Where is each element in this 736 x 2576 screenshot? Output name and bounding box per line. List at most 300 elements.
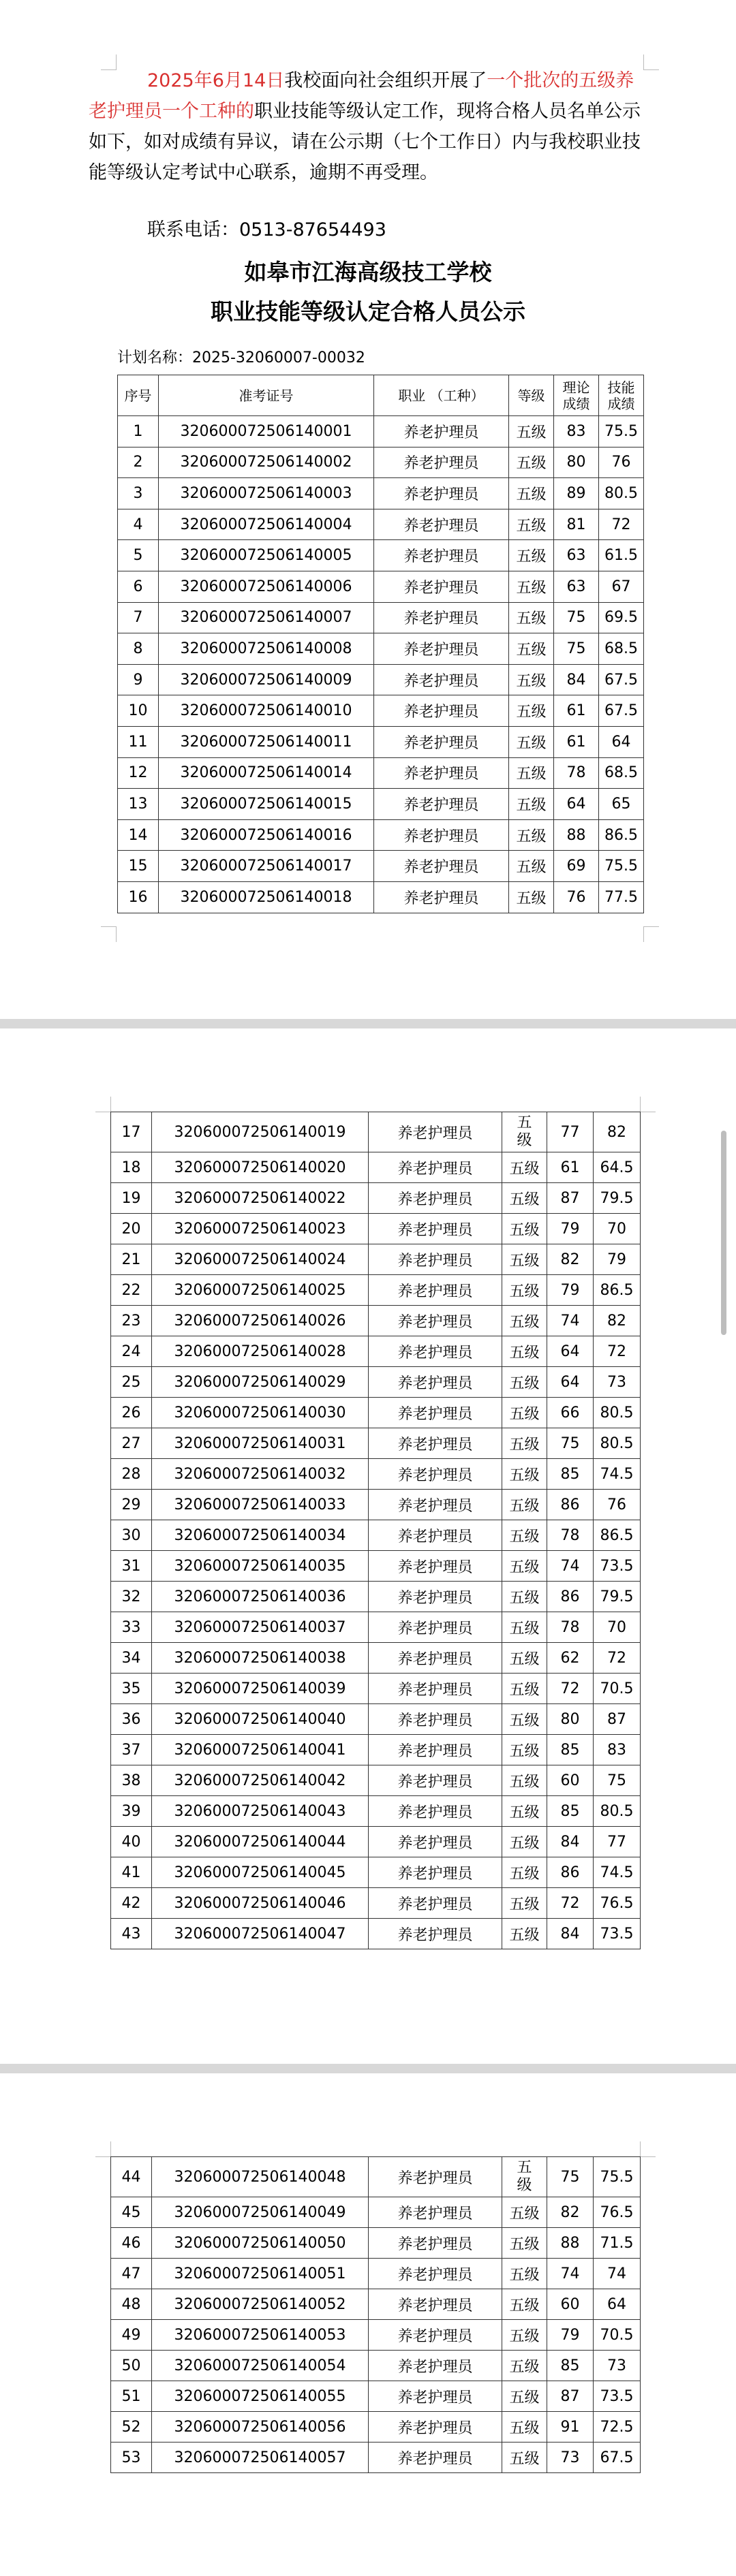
cell-exam-id: 320600072506140048 bbox=[152, 2157, 369, 2197]
cell-theory: 60 bbox=[547, 2289, 594, 2320]
cell-exam-id: 320600072506140017 bbox=[159, 851, 374, 882]
intro-date: 2025年6月14日 bbox=[147, 70, 285, 91]
cell-exam-id: 320600072506140031 bbox=[152, 1428, 369, 1459]
cell-theory: 85 bbox=[547, 1735, 594, 1765]
cell-skill: 79.5 bbox=[594, 1582, 641, 1612]
cell-level: 五级 bbox=[509, 851, 554, 882]
cell-exam-id: 320600072506140019 bbox=[152, 1112, 369, 1152]
cell-skill: 64 bbox=[594, 2289, 641, 2320]
cell-job: 养老护理员 bbox=[369, 1796, 502, 1827]
cell-job: 养老护理员 bbox=[374, 881, 509, 913]
cell-theory: 75 bbox=[554, 602, 599, 633]
table-row bbox=[111, 1275, 641, 1306]
cell-theory: 88 bbox=[554, 819, 599, 851]
cell-theory: 79 bbox=[547, 1275, 594, 1306]
cell-job: 养老护理员 bbox=[374, 819, 509, 851]
table-row bbox=[111, 1612, 641, 1643]
cell-theory: 81 bbox=[554, 509, 599, 540]
cell-skill: 74.5 bbox=[594, 1857, 641, 1888]
table-row bbox=[118, 447, 644, 478]
cell-skill: 70 bbox=[594, 1612, 641, 1643]
cell-exam-id: 320600072506140049 bbox=[152, 2197, 369, 2228]
cell-skill: 86.5 bbox=[594, 1275, 641, 1306]
cell-job: 养老护理员 bbox=[369, 1306, 502, 1336]
cell-skill: 82 bbox=[594, 1306, 641, 1336]
cell-skill: 70 bbox=[594, 1214, 641, 1244]
page-corner-mark bbox=[101, 926, 117, 942]
table-row bbox=[111, 1796, 641, 1827]
page-corner-mark bbox=[95, 1097, 111, 1112]
cell-exam-id: 320600072506140029 bbox=[152, 1367, 369, 1398]
intro-text-1: 我校面向社会组织开展了 bbox=[284, 70, 487, 91]
cell-job: 养老护理员 bbox=[374, 478, 509, 509]
cell-job: 养老护理员 bbox=[369, 1919, 502, 1949]
table-row bbox=[111, 1152, 641, 1183]
cell-skill: 76.5 bbox=[594, 2197, 641, 2228]
table-row bbox=[118, 633, 644, 665]
table-row bbox=[111, 1490, 641, 1520]
cell-level: 五级 bbox=[509, 726, 554, 757]
cell-theory: 87 bbox=[547, 2381, 594, 2412]
cell-exam-id: 320600072506140016 bbox=[159, 819, 374, 851]
cell-exam-id: 320600072506140014 bbox=[159, 757, 374, 789]
table-row bbox=[118, 509, 644, 540]
table-row bbox=[118, 478, 644, 509]
cell-skill: 69.5 bbox=[599, 602, 644, 633]
cell-job: 养老护理员 bbox=[369, 2443, 502, 2473]
cell-level: 五级 bbox=[502, 1582, 547, 1612]
cell-no: 27 bbox=[111, 1428, 152, 1459]
cell-no: 46 bbox=[111, 2228, 152, 2259]
cell-level: 五级 bbox=[502, 2259, 547, 2289]
cell-exam-id: 320600072506140032 bbox=[152, 1459, 369, 1490]
intro-paragraph bbox=[89, 65, 647, 188]
cell-exam-id: 320600072506140039 bbox=[152, 1674, 369, 1704]
cell-no: 14 bbox=[118, 819, 159, 851]
cell-no: 25 bbox=[111, 1367, 152, 1398]
cell-skill: 68.5 bbox=[599, 633, 644, 665]
cell-theory: 84 bbox=[554, 664, 599, 695]
cell-level: 五级 bbox=[509, 633, 554, 665]
table-row bbox=[111, 2320, 641, 2351]
cell-exam-id: 320600072506140030 bbox=[152, 1398, 369, 1428]
cell-no: 20 bbox=[111, 1214, 152, 1244]
cell-no: 34 bbox=[111, 1643, 152, 1674]
cell-theory: 72 bbox=[547, 1888, 594, 1919]
contact-phone: 联系电话：0513-87654493 bbox=[147, 219, 386, 240]
cell-theory: 74 bbox=[547, 2259, 594, 2289]
cell-theory: 75 bbox=[554, 633, 599, 665]
table-row bbox=[111, 1428, 641, 1459]
cell-exam-id: 320600072506140046 bbox=[152, 1888, 369, 1919]
cell-skill: 83 bbox=[594, 1735, 641, 1765]
cell-no: 26 bbox=[111, 1398, 152, 1428]
cell-job: 养老护理员 bbox=[369, 1704, 502, 1735]
table-row bbox=[118, 757, 644, 789]
cell-exam-id: 320600072506140044 bbox=[152, 1827, 369, 1857]
cell-level: 五级 bbox=[502, 1520, 547, 1551]
page-corner-mark bbox=[640, 2141, 656, 2157]
cell-job: 养老护理员 bbox=[369, 2228, 502, 2259]
cell-skill: 76 bbox=[599, 447, 644, 478]
cell-no: 40 bbox=[111, 1827, 152, 1857]
cell-job: 养老护理员 bbox=[369, 1459, 502, 1490]
cell-level: 五级 bbox=[502, 2381, 547, 2412]
cell-no: 36 bbox=[111, 1704, 152, 1735]
cell-skill: 64.5 bbox=[594, 1152, 641, 1183]
table-row bbox=[111, 1306, 641, 1336]
table-row bbox=[111, 2228, 641, 2259]
cell-job: 养老护理员 bbox=[369, 1643, 502, 1674]
cell-exam-id: 320600072506140040 bbox=[152, 1704, 369, 1735]
cell-skill: 70.5 bbox=[594, 2320, 641, 2351]
table-row bbox=[118, 571, 644, 602]
cell-theory: 82 bbox=[547, 1244, 594, 1275]
cell-no: 53 bbox=[111, 2443, 152, 2473]
cell-theory: 74 bbox=[547, 1551, 594, 1582]
cell-exam-id: 320600072506140003 bbox=[159, 478, 374, 509]
plan-name: 计划名称：2025-32060007-00032 bbox=[117, 349, 365, 366]
cell-exam-id: 320600072506140026 bbox=[152, 1306, 369, 1336]
cell-level: 五级 bbox=[502, 2228, 547, 2259]
cell-theory: 87 bbox=[547, 1183, 594, 1214]
cell-no: 13 bbox=[118, 789, 159, 820]
cell-no: 7 bbox=[118, 602, 159, 633]
cell-no: 11 bbox=[118, 726, 159, 757]
cell-no: 23 bbox=[111, 1306, 152, 1336]
table-row bbox=[111, 2351, 641, 2381]
table-row bbox=[118, 416, 644, 447]
cell-theory: 78 bbox=[547, 1612, 594, 1643]
cell-theory: 89 bbox=[554, 478, 599, 509]
cell-theory: 80 bbox=[547, 1704, 594, 1735]
cell-job: 养老护理员 bbox=[369, 1582, 502, 1612]
cell-job: 养老护理员 bbox=[369, 1152, 502, 1183]
cell-job: 养老护理员 bbox=[369, 1275, 502, 1306]
cell-level: 五级 bbox=[509, 540, 554, 571]
cell-job: 养老护理员 bbox=[369, 1428, 502, 1459]
table-row bbox=[118, 540, 644, 571]
cell-level: 五级 bbox=[502, 1275, 547, 1306]
cell-level: 五级 bbox=[502, 1888, 547, 1919]
cell-no: 32 bbox=[111, 1582, 152, 1612]
cell-job: 养老护理员 bbox=[369, 1398, 502, 1428]
cell-skill: 73 bbox=[594, 2351, 641, 2381]
cell-job: 养老护理员 bbox=[374, 571, 509, 602]
cell-level: 五级 bbox=[502, 1704, 547, 1735]
cell-level: 五级 bbox=[502, 1765, 547, 1796]
cell-no: 42 bbox=[111, 1888, 152, 1919]
cell-level: 五级 bbox=[509, 695, 554, 727]
cell-job: 养老护理员 bbox=[374, 757, 509, 789]
cell-level: 五级 bbox=[502, 1643, 547, 1674]
table-row bbox=[111, 1857, 641, 1888]
cell-theory: 76 bbox=[554, 881, 599, 913]
table-row bbox=[111, 1765, 641, 1796]
cell-job: 养老护理员 bbox=[369, 1244, 502, 1275]
cell-job: 养老护理员 bbox=[369, 1612, 502, 1643]
cell-level: 五级 bbox=[502, 2289, 547, 2320]
cell-theory: 74 bbox=[547, 1306, 594, 1336]
cell-no: 21 bbox=[111, 1244, 152, 1275]
cell-level: 五级 bbox=[509, 509, 554, 540]
intro-batch: 一个批次的五级养老护理员一个工种的 bbox=[89, 70, 634, 122]
cell-job: 养老护理员 bbox=[374, 633, 509, 665]
cell-skill: 74 bbox=[594, 2259, 641, 2289]
cell-exam-id: 320600072506140015 bbox=[159, 789, 374, 820]
cell-exam-id: 320600072506140025 bbox=[152, 1275, 369, 1306]
cell-level: 五级 bbox=[502, 1244, 547, 1275]
cell-level: 五级 bbox=[502, 1398, 547, 1428]
cell-exam-id: 320600072506140004 bbox=[159, 509, 374, 540]
intro-text-2: 职业技能等级认定工作，现将合格人员名单公示如下，如对成绩有异议，请在公示期（七个工作日）内与我校职业技能等级认定考试中心联系，逾期不再受理。 bbox=[89, 101, 641, 183]
cell-no: 44 bbox=[111, 2157, 152, 2197]
cell-theory: 85 bbox=[547, 1796, 594, 1827]
cell-level: 五级 bbox=[502, 1152, 547, 1183]
page-corner-mark bbox=[643, 926, 659, 942]
table-row bbox=[111, 1735, 641, 1765]
cell-no: 19 bbox=[111, 1183, 152, 1214]
cell-theory: 73 bbox=[547, 2443, 594, 2473]
header-skill: 技能 成绩 bbox=[599, 375, 644, 416]
cell-job: 养老护理员 bbox=[374, 540, 509, 571]
cell-job: 养老护理员 bbox=[369, 1183, 502, 1214]
cell-theory: 91 bbox=[547, 2412, 594, 2443]
cell-skill: 72.5 bbox=[594, 2412, 641, 2443]
cell-no: 48 bbox=[111, 2289, 152, 2320]
cell-exam-id: 320600072506140050 bbox=[152, 2228, 369, 2259]
cell-no: 3 bbox=[118, 478, 159, 509]
cell-theory: 86 bbox=[547, 1857, 594, 1888]
cell-skill: 64 bbox=[599, 726, 644, 757]
table-row bbox=[111, 1674, 641, 1704]
results-table-page-2 bbox=[110, 1112, 641, 1949]
cell-job: 养老护理员 bbox=[369, 1827, 502, 1857]
cell-no: 41 bbox=[111, 1857, 152, 1888]
cell-level: 五级 bbox=[502, 1112, 547, 1152]
table-row bbox=[118, 789, 644, 820]
cell-no: 30 bbox=[111, 1520, 152, 1551]
cell-no: 1 bbox=[118, 416, 159, 447]
cell-no: 8 bbox=[118, 633, 159, 665]
table-row bbox=[111, 1183, 641, 1214]
cell-theory: 61 bbox=[547, 1152, 594, 1183]
cell-level: 五级 bbox=[509, 447, 554, 478]
cell-job: 养老护理员 bbox=[374, 695, 509, 727]
cell-skill: 75.5 bbox=[594, 2157, 641, 2197]
cell-theory: 78 bbox=[547, 1520, 594, 1551]
cell-no: 33 bbox=[111, 1612, 152, 1643]
cell-level: 五级 bbox=[502, 1827, 547, 1857]
cell-skill: 73.5 bbox=[594, 1551, 641, 1582]
cell-skill: 77.5 bbox=[599, 881, 644, 913]
cell-job: 养老护理员 bbox=[369, 1765, 502, 1796]
cell-exam-id: 320600072506140007 bbox=[159, 602, 374, 633]
cell-no: 39 bbox=[111, 1796, 152, 1827]
cell-job: 养老护理员 bbox=[369, 1367, 502, 1398]
cell-no: 16 bbox=[118, 881, 159, 913]
page-corner-mark bbox=[640, 1097, 656, 1112]
cell-level: 五级 bbox=[509, 757, 554, 789]
cell-level: 五级 bbox=[502, 1306, 547, 1336]
cell-theory: 64 bbox=[547, 1336, 594, 1367]
table-row bbox=[118, 664, 644, 695]
cell-job: 养老护理员 bbox=[369, 1674, 502, 1704]
cell-exam-id: 320600072506140053 bbox=[152, 2320, 369, 2351]
cell-level: 五级 bbox=[502, 1919, 547, 1949]
document-page-1 bbox=[0, 0, 736, 1019]
cell-level: 五级 bbox=[502, 1674, 547, 1704]
cell-skill: 86.5 bbox=[599, 819, 644, 851]
cell-skill: 68.5 bbox=[599, 757, 644, 789]
cell-no: 10 bbox=[118, 695, 159, 727]
table-row bbox=[111, 1643, 641, 1674]
cell-theory: 86 bbox=[547, 1582, 594, 1612]
cell-exam-id: 320600072506140043 bbox=[152, 1796, 369, 1827]
cell-no: 28 bbox=[111, 1459, 152, 1490]
cell-skill: 77 bbox=[594, 1827, 641, 1857]
table-row bbox=[118, 602, 644, 633]
table-row bbox=[111, 2259, 641, 2289]
cell-job: 养老护理员 bbox=[369, 1735, 502, 1765]
cell-exam-id: 320600072506140020 bbox=[152, 1152, 369, 1183]
cell-job: 养老护理员 bbox=[369, 2289, 502, 2320]
cell-level: 五级 bbox=[502, 1183, 547, 1214]
cell-no: 12 bbox=[118, 757, 159, 789]
cell-level: 五级 bbox=[509, 789, 554, 820]
cell-skill: 61.5 bbox=[599, 540, 644, 571]
cell-theory: 80 bbox=[554, 447, 599, 478]
cell-level: 五级 bbox=[502, 1490, 547, 1520]
table-row bbox=[111, 2381, 641, 2412]
cell-skill: 80.5 bbox=[594, 1796, 641, 1827]
document-page-3 bbox=[0, 2073, 736, 2576]
cell-no: 15 bbox=[118, 851, 159, 882]
cell-level: 五级 bbox=[502, 1857, 547, 1888]
cell-theory: 63 bbox=[554, 571, 599, 602]
table-row bbox=[118, 726, 644, 757]
cell-theory: 61 bbox=[554, 695, 599, 727]
cell-skill: 80.5 bbox=[594, 1398, 641, 1428]
cell-job: 养老护理员 bbox=[374, 851, 509, 882]
cell-skill: 67.5 bbox=[599, 695, 644, 727]
cell-exam-id: 320600072506140009 bbox=[159, 664, 374, 695]
cell-theory: 62 bbox=[547, 1643, 594, 1674]
cell-no: 17 bbox=[111, 1112, 152, 1152]
cell-no: 47 bbox=[111, 2259, 152, 2289]
cell-exam-id: 320600072506140042 bbox=[152, 1765, 369, 1796]
cell-no: 4 bbox=[118, 509, 159, 540]
cell-job: 养老护理员 bbox=[369, 1336, 502, 1367]
cell-exam-id: 320600072506140023 bbox=[152, 1214, 369, 1244]
cell-theory: 72 bbox=[547, 1674, 594, 1704]
cell-job: 养老护理员 bbox=[369, 1888, 502, 1919]
scrollbar-thumb[interactable] bbox=[721, 1131, 726, 1335]
document-page-2 bbox=[0, 1028, 736, 2064]
cell-skill: 73.5 bbox=[594, 2381, 641, 2412]
cell-level: 五级 bbox=[509, 416, 554, 447]
cell-job: 养老护理员 bbox=[369, 2197, 502, 2228]
cell-job: 养老护理员 bbox=[374, 447, 509, 478]
page-corner-mark bbox=[101, 54, 117, 70]
cell-job: 养老护理员 bbox=[374, 602, 509, 633]
cell-no: 31 bbox=[111, 1551, 152, 1582]
cell-theory: 82 bbox=[547, 2197, 594, 2228]
cell-no: 29 bbox=[111, 1490, 152, 1520]
cell-theory: 79 bbox=[547, 2320, 594, 2351]
cell-job: 养老护理员 bbox=[369, 1857, 502, 1888]
cell-exam-id: 320600072506140045 bbox=[152, 1857, 369, 1888]
cell-exam-id: 320600072506140056 bbox=[152, 2412, 369, 2443]
cell-job: 养老护理员 bbox=[369, 2412, 502, 2443]
header-no: 序号 bbox=[118, 375, 159, 416]
cell-level: 五级 bbox=[502, 1428, 547, 1459]
cell-theory: 75 bbox=[547, 1428, 594, 1459]
table-row bbox=[111, 1919, 641, 1949]
cell-skill: 79 bbox=[594, 1244, 641, 1275]
cell-level: 五级 bbox=[502, 2320, 547, 2351]
cell-level: 五级 bbox=[502, 2443, 547, 2473]
cell-level: 五级 bbox=[509, 602, 554, 633]
table-row bbox=[111, 2157, 641, 2197]
table-row bbox=[111, 2412, 641, 2443]
cell-theory: 86 bbox=[547, 1490, 594, 1520]
cell-no: 51 bbox=[111, 2381, 152, 2412]
cell-no: 9 bbox=[118, 664, 159, 695]
cell-job: 养老护理员 bbox=[369, 1490, 502, 1520]
cell-exam-id: 320600072506140055 bbox=[152, 2381, 369, 2412]
header-exam-id: 准考证号 bbox=[159, 375, 374, 416]
cell-skill: 72 bbox=[594, 1336, 641, 1367]
cell-skill: 76.5 bbox=[594, 1888, 641, 1919]
cell-level: 五级 bbox=[502, 2412, 547, 2443]
cell-skill: 72 bbox=[594, 1643, 641, 1674]
cell-level: 五级 bbox=[502, 1459, 547, 1490]
cell-level: 五级 bbox=[509, 478, 554, 509]
cell-theory: 77 bbox=[547, 1112, 594, 1152]
cell-no: 37 bbox=[111, 1735, 152, 1765]
cell-theory: 61 bbox=[554, 726, 599, 757]
cell-no: 45 bbox=[111, 2197, 152, 2228]
page-corner-mark bbox=[95, 2141, 111, 2157]
cell-exam-id: 320600072506140002 bbox=[159, 447, 374, 478]
cell-job: 养老护理员 bbox=[374, 664, 509, 695]
cell-level: 五级 bbox=[502, 2157, 547, 2197]
table-row bbox=[111, 1244, 641, 1275]
cell-exam-id: 320600072506140008 bbox=[159, 633, 374, 665]
cell-skill: 86.5 bbox=[594, 1520, 641, 1551]
cell-skill: 67.5 bbox=[594, 2443, 641, 2473]
cell-theory: 83 bbox=[554, 416, 599, 447]
cell-skill: 76 bbox=[594, 1490, 641, 1520]
cell-skill: 75.5 bbox=[599, 851, 644, 882]
cell-exam-id: 320600072506140036 bbox=[152, 1582, 369, 1612]
table-row bbox=[118, 695, 644, 727]
cell-theory: 75 bbox=[547, 2157, 594, 2197]
cell-no: 6 bbox=[118, 571, 159, 602]
cell-no: 43 bbox=[111, 1919, 152, 1949]
cell-level: 五级 bbox=[502, 1735, 547, 1765]
table-row bbox=[111, 1367, 641, 1398]
cell-no: 50 bbox=[111, 2351, 152, 2381]
cell-exam-id: 320600072506140034 bbox=[152, 1520, 369, 1551]
cell-skill: 67.5 bbox=[599, 664, 644, 695]
cell-exam-id: 320600072506140022 bbox=[152, 1183, 369, 1214]
cell-job: 养老护理员 bbox=[369, 2320, 502, 2351]
cell-theory: 84 bbox=[547, 1827, 594, 1857]
cell-skill: 75 bbox=[594, 1765, 641, 1796]
cell-exam-id: 320600072506140010 bbox=[159, 695, 374, 727]
